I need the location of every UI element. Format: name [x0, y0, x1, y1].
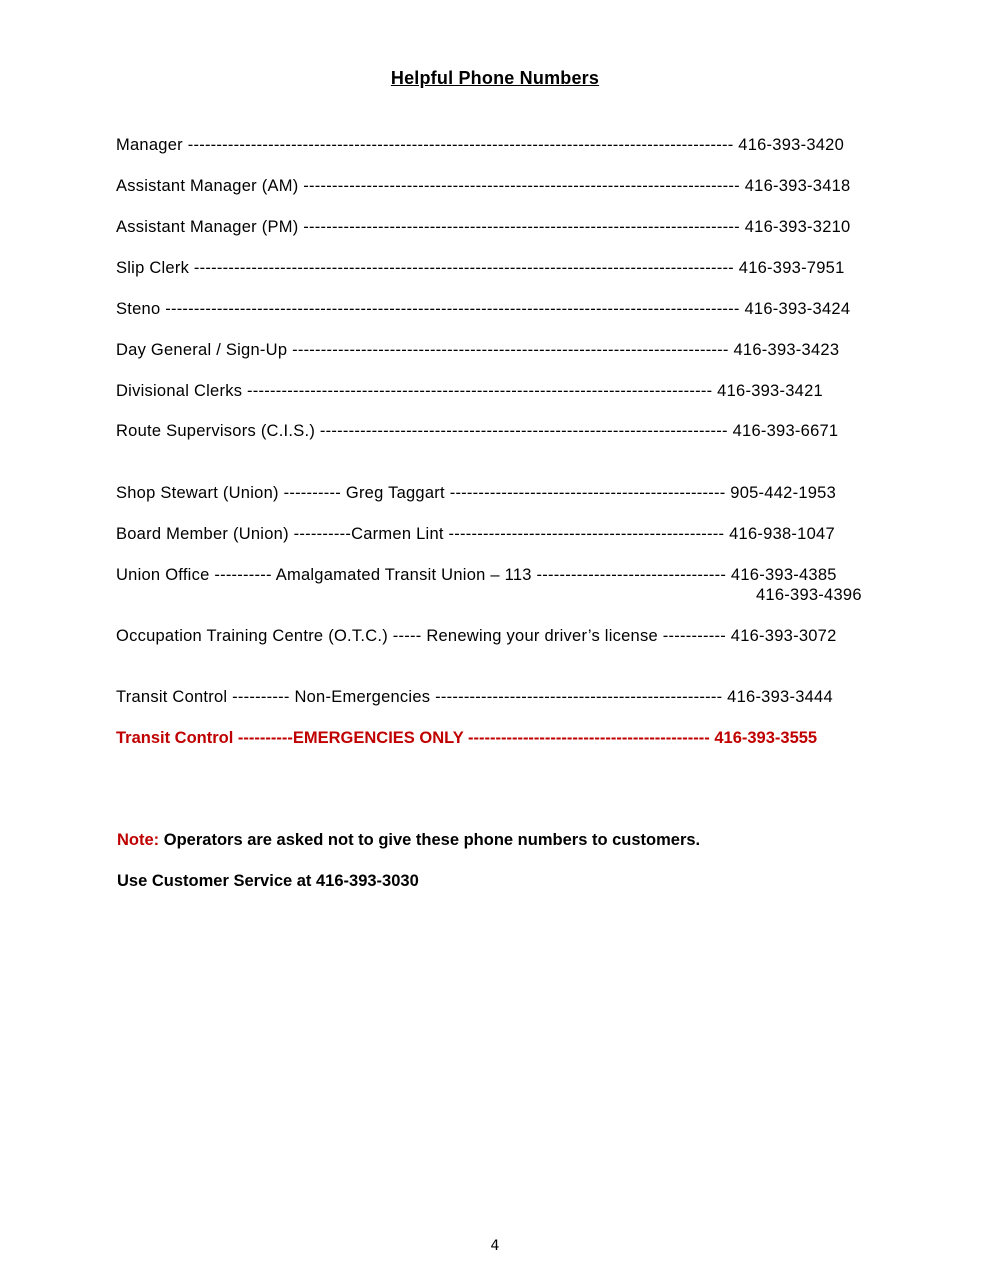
phone-entry-steno: Steno ---------------------------------------------------------------------------------------------------- 416-393-3424: [116, 300, 851, 318]
page-number: 4: [490, 1238, 500, 1254]
note-text: Operators are asked not to give these phone numbers to customers.: [159, 831, 701, 849]
phone-entry-transit-control-emergency: Transit Control ----------EMERGENCIES ONLY -------------------------------------------- 416-393-3555: [116, 729, 818, 747]
phone-entry-transit-control-non-emergency: Transit Control ---------- Non-Emergencies -------------------------------------------------- 416-393-3444: [116, 688, 833, 706]
phone-entry-otc: Occupation Training Centre (O.T.C.) ----- Renewing your driver’s license ----------- 416-393-3072: [116, 627, 837, 645]
phone-entry-slip-clerk: Slip Clerk ---------------------------------------------------------------------------------------------- 416-393-7951: [116, 259, 845, 277]
phone-entry-shop-steward: Shop Stewart (Union) ---------- Greg Taggart ------------------------------------------------ 905-442-1953: [116, 484, 837, 502]
note-line: [117, 830, 700, 850]
customer-service-line: Use Customer Service at 416-393-3030: [117, 872, 419, 890]
phone-entry-board-member: Board Member (Union) ----------Carmen Lint ------------------------------------------------ 416-938-1047: [116, 525, 835, 543]
phone-entry-union-office: Union Office ---------- Amalgamated Transit Union – 113 --------------------------------- 416-393-4385: [116, 566, 837, 584]
phone-entry-union-office-alt: 416-393-4396: [756, 586, 862, 604]
page-title: Helpful Phone Numbers: [390, 68, 600, 88]
phone-entry-day-general: Day General / Sign-Up ---------------------------------------------------------------------------- 416-393-3423: [116, 341, 840, 359]
note-label: Note:: [117, 831, 160, 849]
phone-entry-assistant-manager-pm: Assistant Manager (PM) ---------------------------------------------------------------------------- 416-393-3210: [116, 218, 851, 236]
phone-entry-manager: Manager ----------------------------------------------------------------------------------------------- 416-393-3420: [116, 136, 845, 154]
phone-entry-divisional-clerks: Divisional Clerks --------------------------------------------------------------------------------- 416-393-3421: [116, 382, 823, 400]
phone-entry-assistant-manager-am: Assistant Manager (AM) ---------------------------------------------------------------------------- 416-393-3418: [116, 177, 851, 195]
phone-entry-route-supervisors: Route Supervisors (C.I.S.) ----------------------------------------------------------------------- 416-393-6671: [116, 422, 839, 440]
